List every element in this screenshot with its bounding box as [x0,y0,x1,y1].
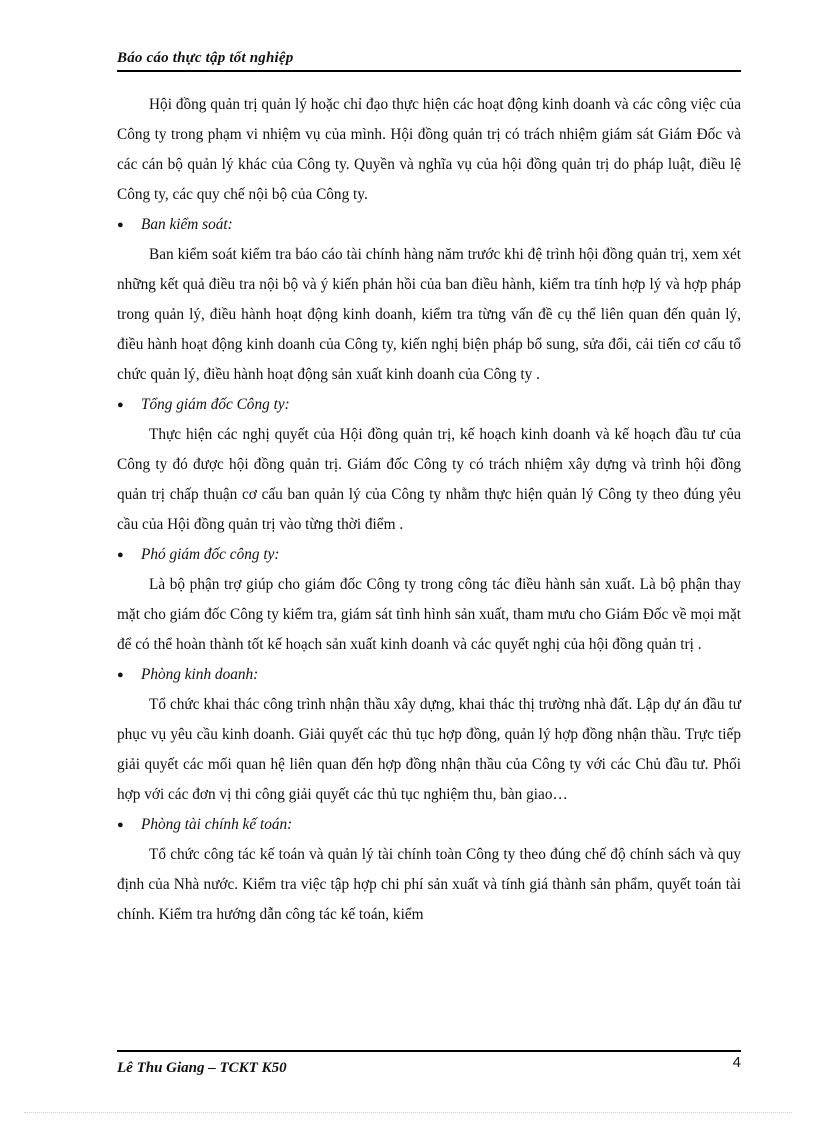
section-paragraph-phong-kinh-doanh: Tổ chức khai thác công trình nhận thầu xây dựng, khai thác thị trường nhà đất. Lập dự án đầu tư phục vụ yêu cầu kinh doanh. Giải quyết các thủ tục hợp đồng, quản lý hợp đồng nhận thầu. Trực tiếp giải quyết các mối quan hệ liên quan đến hợp đồng nhận thầu của Công ty với các Chủ đầu tư. Phối hợp với các đơn vị thi công giải quyết các thủ tục nghiệm thu, bàn giao… [117,696,741,803]
section-heading-phong-tai-chinh [117,810,741,840]
intro-paragraph: Hội đồng quản trị quản lý hoặc chỉ đạo thực hiện các hoạt động kinh doanh và các công việc của Công ty trong phạm vi nhiệm vụ của mình. Hội đồng quản trị có trách nhiệm giám sát Giám Đốc và các cán bộ quản lý khác của Công ty. Quyền và nghĩa vụ của hội đồng quản trị do pháp luật, điều lệ Công ty, các quy chế nội bộ của Công ty. [117,96,741,203]
document-body [117,90,741,930]
bullet-icon: ● [117,549,124,561]
page-edge-divider [24,1112,792,1113]
section-heading-text: Phòng tài chính kế toán: [141,816,293,833]
section-paragraph-tong-giam-doc: Thực hiện các nghị quyết của Hội đồng quản trị, kế hoạch kinh doanh và kế hoạch đầu tư của Công ty đó được hội đồng quản trị. Giám đốc Công ty có trách nhiệm xây dựng và trình hội đồng quản trị chấp thuận cơ cấu ban quản lý của Công ty nhằm thực hiện quản lý Công ty theo đúng yêu cầu của Hội đồng quản trị vào từng thời điểm . [117,426,741,533]
section-heading-text: Phó giám đốc công ty: [141,546,280,563]
footer-author: Lê Thu Giang – TCKT K50 [117,1060,287,1076]
section-heading-text: Phòng kinh doanh: [141,666,259,683]
section-heading-tong-giam-doc [117,390,741,420]
section-heading-ban-kiem-soat [117,210,741,240]
section-heading-text: Tổng giám đốc Công ty: [141,396,290,413]
section-heading-text: Ban kiểm soát: [141,216,233,233]
header-title: Báo cáo thực tập tốt nghiệp [117,50,294,66]
bullet-icon: ● [117,399,124,411]
bullet-icon: ● [117,669,124,681]
section-heading-phong-kinh-doanh [117,660,741,690]
section-heading-pho-giam-doc [117,540,741,570]
section-paragraph-phong-tai-chinh: Tổ chức công tác kế toán và quản lý tài chính toàn Công ty theo đúng chế độ chính sách và quy định của Nhà nước. Kiểm tra việc tập hợp chi phí sản xuất và tính giá thành sản phẩm, quyết toán tài chính. Kiểm tra hướng dẫn công tác kế toán, kiểm [117,846,741,923]
section-paragraph-pho-giam-doc: Là bộ phận trợ giúp cho giám đốc Công ty trong công tác điều hành sản xuất. Là bộ phận thay mặt cho giám đốc Công ty kiểm tra, giám sát tình hình sản xuất, tham mưu cho Giám Đốc về mọi mặt để có thể hoàn thành tốt kế hoạch sản xuất kinh doanh và các quyết nghị của hội đồng quản trị . [117,576,741,653]
page-number: 4 [732,1054,741,1071]
page-header [117,48,741,72]
page-footer [117,1050,741,1078]
bullet-icon: ● [117,219,124,231]
section-paragraph-ban-kiem-soat: Ban kiểm soát kiểm tra báo cáo tài chính hàng năm trước khi đệ trình hội đồng quản trị, xem xét những kết quả điều tra nội bộ và ý kiến phản hồi của ban điều hành, kiểm tra tính hợp lý và hợp pháp trong quản lý, điều hành hoạt động kinh doanh, kiểm tra từng vấn đề cụ thể liên quan đến quản lý, điều hành hoạt động kinh doanh của Công ty, kiến nghị biện pháp bổ sung, sửa đổi, cải tiến cơ cấu tổ chức quản lý, điều hành hoạt động sản xuất kinh doanh của Công ty . [117,246,741,383]
bullet-icon: ● [117,819,124,831]
